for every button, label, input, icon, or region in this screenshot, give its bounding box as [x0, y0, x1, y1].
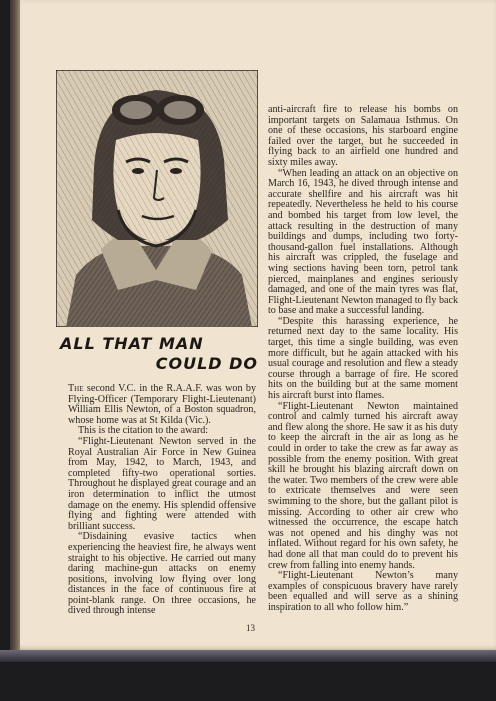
pilot-portrait-illustration	[56, 70, 258, 327]
citation-paragraph-1: “Flight-Lieutenant Newton served in the Royal Australian Air Force in New Guinea from May, 1942, to March, 1943, and completed fifty-two operational sorties. Throughout he displayed great courage and an iron determination to inflict the utmost damage on the enemy. His splendid offensive flying and fighting were attended with brilliant success.	[68, 435, 256, 532]
citation-paragraph-5: “Flight-Lieutenant Newton maintained control and calmly turned his aircraft away and flew along the shore. He saw it as his duty to keep the aircraft in the air as long as he could in order to take the crew as far away as possible from the enemy position. With great skill he brought his blazing aircraft down on the water. Two members of the crew were able to extricate themselves and were seen swimming to the shore, but the gallant pilot is missing. According to other air crew who witnessed the occurrence, the escape hatch was not opened and his dinghy was not inflated. Without regard for his own safety, he had done all that man could do to prevent his crew from falling into enemy hands.	[268, 400, 458, 571]
book-page	[10, 0, 496, 650]
intro-paragraph	[68, 384, 256, 426]
table-surface	[0, 650, 496, 662]
page-number: 13	[246, 623, 255, 633]
article-title-line-1: ALL THAT MAN	[60, 334, 204, 353]
opening-word: The	[68, 383, 84, 394]
citation-paragraph-2: “Disdaining evasive tactics when experiencing the heaviest fire, he always went straight to his objective. He carried out many daring machine-gun attacks on enemy positions, involving low flying over long distances in the face of continuous fire at point-blank range. On three occasions, he dived through intense	[68, 531, 256, 617]
citation-paragraph-6: “Flight-Lieutenant Newton’s many examples of conspicuous bravery have rarely been equalled and will serve as a shining inspiration to all who follow him.”	[268, 570, 458, 613]
right-text-column	[268, 105, 458, 614]
intro-paragraph-text: second V.C. in the R.A.A.F. was won by Flying-Officer (Temporary Flight-Lieutenant) William Ellis Newton, of a Boston squadron, whose home was at St Kilda (Vic.).	[68, 383, 256, 426]
citation-paragraph-3: “When leading an attack on an objective on March 16, 1943, he dived through intense and accurate shellfire and his aircraft was hit repeatedly. Nevertheless he held to his course and bombed his target from low level, the attack resulting in the destruction of many buildings and dumps, including two forty-thousand-gallon fuel installations. Although his aircraft was crippled, the fuselage and wing sections having been torn, petrol tank pierced, mainplanes and engines seriously damaged, and one of the main tyres was flat, Flight-Lieutenant Newton managed to fly back to base and make a successful landing.	[268, 167, 458, 317]
citation-paragraph-2-continued: anti-aircraft fire to release his bombs on important targets on Salamaua Isthmus. On one of these occasions, his starboard engine failed over the target, but he succeeded in flying back to an airfield one hundred and sixty miles away.	[268, 104, 458, 168]
citation-paragraph-4: “Despite this harassing experience, he returned next day to the same locality. His target, this time a single building, was even more difficult, but he again attacked with his usual courage and resolution and flew a steady course through a barrage of fire. He scored hits on the building but at the same moment his aircraft burst into flames.	[268, 315, 458, 402]
book-spine	[10, 0, 20, 650]
citation-intro-paragraph: This is the citation to the award:	[78, 425, 209, 437]
article-title-line-2: COULD DO	[155, 354, 258, 373]
left-text-column	[68, 384, 256, 617]
